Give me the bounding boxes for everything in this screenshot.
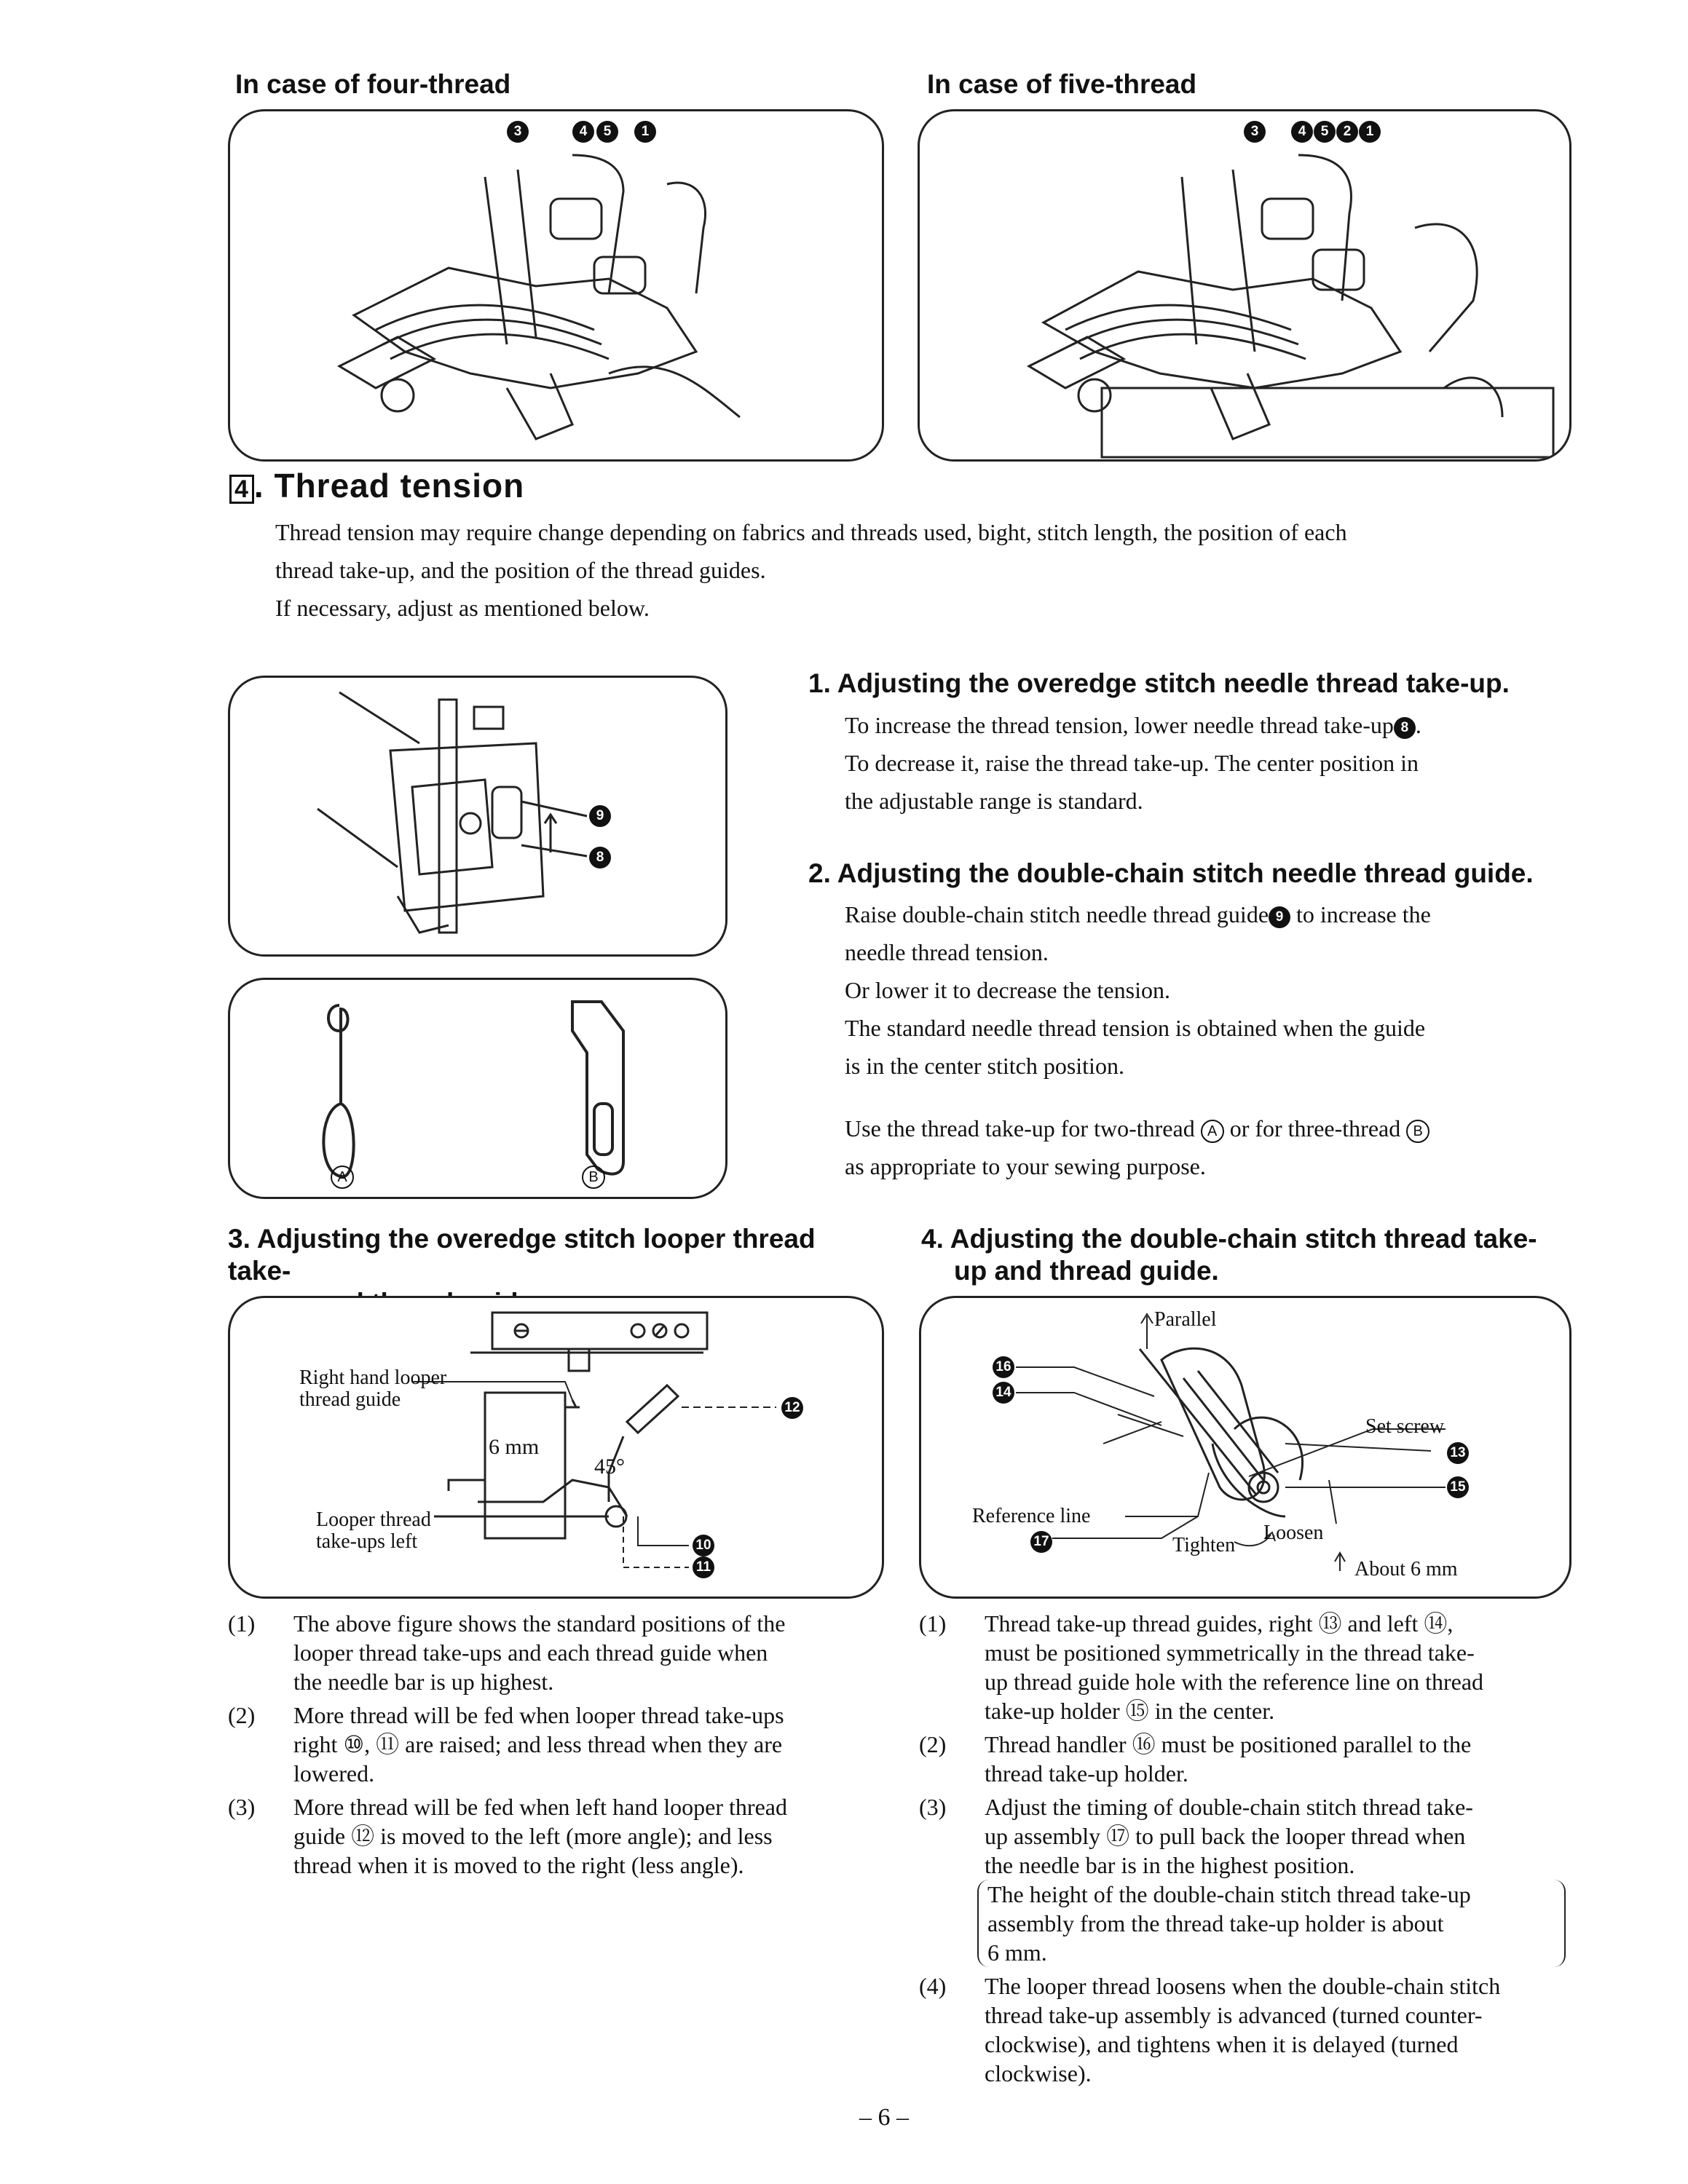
list-item: (2) Thread handler ⑯ must be positioned parallel to the thread take-up holder. bbox=[919, 1731, 1472, 1787]
sub2-line: Raise double-chain stitch needle thread guide 9 to increase the bbox=[845, 901, 1431, 927]
sub1-line: the adjustable range is standard. bbox=[845, 788, 1143, 814]
label-16: 16 bbox=[993, 1356, 1014, 1378]
sub2-line: Use the thread take-up for two-thread A or for three-thread B bbox=[845, 1109, 1573, 1147]
label-14: 14 bbox=[993, 1382, 1014, 1404]
sub2-line: Or lower it to decrease the tension. bbox=[845, 977, 1170, 1003]
label-8: 8 bbox=[589, 847, 611, 869]
take-up-types-figure bbox=[228, 978, 727, 1199]
height-note: The height of the double-chain stitch thread take-up assembly from the thread take-up holder is about 6 mm. bbox=[977, 1880, 1566, 1967]
section-title bbox=[229, 466, 524, 505]
set-screw-label: Set screw bbox=[1365, 1415, 1445, 1438]
mark-b: B bbox=[1406, 1120, 1429, 1143]
label-13: 13 bbox=[1447, 1442, 1469, 1464]
take-up-shapes-drawing bbox=[230, 980, 725, 1197]
double-chain-takeup-drawing bbox=[921, 1298, 1569, 1597]
sub4-list bbox=[919, 1609, 1567, 2092]
label-1: 1 bbox=[634, 121, 656, 143]
angle-45: 45° bbox=[594, 1455, 625, 1479]
looper-takeup-figure bbox=[228, 1296, 884, 1599]
label-a: A bbox=[331, 1166, 354, 1189]
label-17: 17 bbox=[1030, 1531, 1052, 1553]
sub3-heading: 3. Adjusting the overedge stitch looper thread take- bbox=[228, 1224, 816, 1286]
sub4-heading: 4. Adjusting the double-chain stitch thread take- up and thread guide. bbox=[921, 1224, 1537, 1286]
intro-line: If necessary, adjust as mentioned below. bbox=[275, 595, 650, 621]
sub2-line: is in the center stitch position. bbox=[845, 1053, 1124, 1079]
parallel-label: Parallel bbox=[1154, 1308, 1217, 1331]
label-3: 3 bbox=[507, 121, 529, 143]
mark-a: A bbox=[1201, 1120, 1224, 1143]
four-thread-figure bbox=[228, 109, 884, 462]
intro-line: Thread tension may require change depending on fabrics and threads used, bight, stitch length, the position of each bbox=[275, 519, 1347, 545]
tension-mechanism-drawing bbox=[230, 678, 725, 954]
section-intro bbox=[275, 513, 1571, 627]
five-thread-machine-drawing bbox=[920, 111, 1569, 459]
sub2-line: as appropriate to your sewing purpose. bbox=[845, 1153, 1206, 1179]
label-12: 12 bbox=[781, 1397, 803, 1419]
sub2-line: needle thread tension. bbox=[845, 939, 1049, 965]
ref-9: 9 bbox=[1269, 906, 1290, 928]
label-9: 9 bbox=[589, 805, 611, 827]
four-thread-caption: In case of four-thread bbox=[235, 69, 511, 99]
four-thread-machine-drawing bbox=[230, 111, 882, 459]
looper-takeups-label: Looper thread take-ups left bbox=[316, 1508, 431, 1553]
sub2-heading: 2. Adjusting the double-chain stitch needle thread guide. bbox=[808, 858, 1534, 888]
sub2-body bbox=[845, 895, 1573, 1185]
section-title-text: . Thread tension bbox=[253, 467, 525, 505]
label-4: 4 bbox=[1291, 121, 1313, 143]
label-3: 3 bbox=[1244, 121, 1266, 143]
tension-adjust-figure bbox=[228, 676, 727, 957]
label-b: B bbox=[582, 1166, 605, 1189]
double-chain-takeup-figure bbox=[919, 1296, 1571, 1599]
sub2-line: The standard needle thread tension is obtained when the guide bbox=[845, 1015, 1426, 1041]
about-6mm-label: About 6 mm bbox=[1354, 1558, 1458, 1580]
tighten-label: Tighten bbox=[1172, 1534, 1236, 1556]
label-2: 2 bbox=[1336, 121, 1358, 143]
list-item: (2) More thread will be fed when looper thread take-ups right ⑩, ⑪ are raised; and less thread when they are lowered. bbox=[228, 1702, 784, 1787]
five-thread-caption: In case of five-thread bbox=[927, 69, 1197, 99]
intro-line: thread take-up, and the position of the thread guides. bbox=[275, 557, 766, 583]
label-11: 11 bbox=[693, 1556, 714, 1578]
sub3-list bbox=[228, 1609, 883, 1884]
page-number: – 6 – bbox=[859, 2104, 909, 2131]
sub1-line: To decrease it, raise the thread take-up. The center position in bbox=[845, 750, 1419, 776]
sub1-line: To increase the thread tension, lower needle thread take-up 8 . bbox=[845, 712, 1421, 738]
label-5: 5 bbox=[1314, 121, 1336, 143]
right-looper-guide-label: Right hand looper thread guide bbox=[299, 1366, 447, 1411]
label-4: 4 bbox=[572, 121, 594, 143]
list-item: (1) Thread take-up thread guides, right ⑬ and left ⑭, must be positioned symmetrically in the thread take- up thread guide hole with the reference line on thread take-up holder ⑮ in the center. bbox=[919, 1610, 1484, 1724]
label-15: 15 bbox=[1447, 1476, 1469, 1498]
list-item: (3) More thread will be fed when left hand looper thread guide ⑫ is moved to the left (more angle); and less thread when it is moved to the right (less angle). bbox=[228, 1794, 787, 1878]
list-item: (1) The above figure shows the standard positions of the looper thread take-ups and each thread guide when the needle bar is up highest. bbox=[228, 1610, 786, 1695]
section-number: 4 bbox=[229, 475, 254, 504]
ref-8: 8 bbox=[1394, 717, 1416, 739]
reference-line-label: Reference line bbox=[972, 1505, 1091, 1527]
loosen-label: Loosen bbox=[1263, 1522, 1324, 1544]
sub1-heading: 1. Adjusting the overedge stitch needle thread take-up. bbox=[808, 668, 1510, 698]
list-item: (4) The looper thread loosens when the double-chain stitch thread take-up assembly is advanced (turned counter- clockwise), and tightens when it is delayed (turned clockwise). bbox=[919, 1973, 1501, 2086]
sub1-body bbox=[845, 706, 1573, 820]
five-thread-figure bbox=[918, 109, 1571, 462]
label-1: 1 bbox=[1359, 121, 1381, 143]
label-10: 10 bbox=[693, 1535, 714, 1556]
dim-6mm: 6 mm bbox=[489, 1435, 540, 1459]
list-item: (3) Adjust the timing of double-chain stitch thread take- up assembly ⑰ to pull back the looper thread when the needle bar is in the highest position. The height of the double-chain stitch thread take-up assembly from the thread take-up holder is about 6 mm. bbox=[919, 1792, 1567, 1967]
label-5: 5 bbox=[596, 121, 618, 143]
